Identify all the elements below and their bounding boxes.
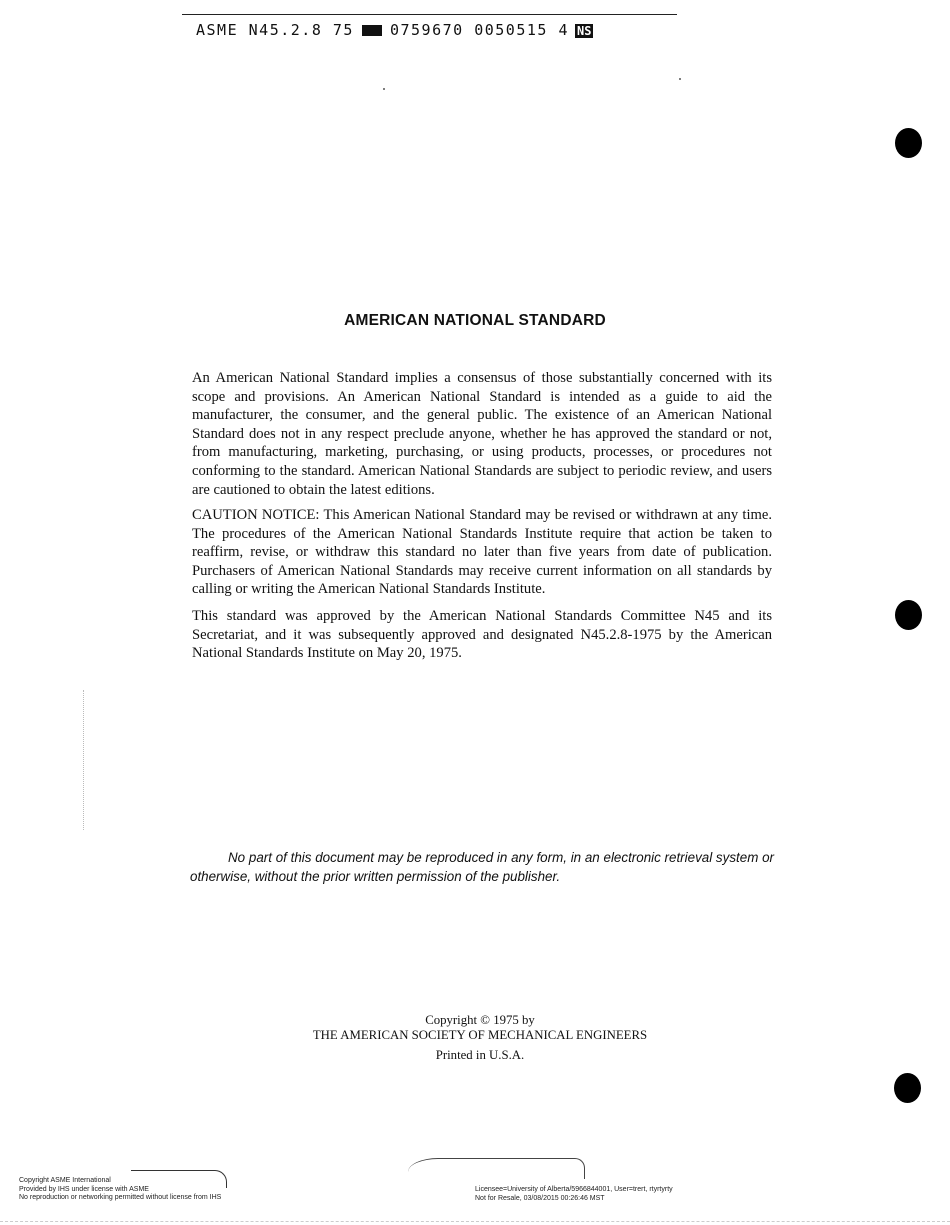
punch-hole-bottom bbox=[894, 1073, 921, 1103]
barcode-mark-icon bbox=[362, 25, 382, 36]
copyright-line: Copyright © 1975 by bbox=[425, 1013, 535, 1027]
scan-speck bbox=[383, 88, 385, 90]
footer-left-line: Provided by IHS under license with ASME bbox=[19, 1185, 149, 1193]
scan-bottom-edge bbox=[0, 1221, 950, 1223]
ns-logo-icon: NS bbox=[577, 24, 592, 38]
printed-in: Printed in U.S.A. bbox=[435, 1048, 525, 1062]
footer-left-line: No reproduction or networking permitted without license from IHS bbox=[19, 1194, 222, 1201]
paragraph-caution-notice: CAUTION NOTICE: This American National Standard may be revised or withdrawn at any time. The procedures of the American National Standards Institute require that action be taken to reaffirm, revise, or withdraw this standard no later than five years from date of publication. Purchasers of American National Standards may receive current information on all standards by calling or writing the American National Standards Institute. bbox=[192, 507, 772, 598]
footer-license-left bbox=[19, 1177, 221, 1203]
document-code-header bbox=[196, 21, 593, 39]
footer-bracket bbox=[131, 1170, 227, 1188]
footer-right-line: Not for Resale, 03/08/2015 00:26:46 MST bbox=[475, 1194, 605, 1202]
margin-scan-dots bbox=[83, 690, 85, 830]
paragraph-approval: This standard was approved by the American National Standards Committee N45 and its Secretariat, and it was subsequently approved and designated N45.2.8-1975 by the American National Standards Institute on May 20, 1975. bbox=[192, 608, 772, 662]
publisher-name: THE AMERICAN SOCIETY OF MECHANICAL ENGINEERS bbox=[312, 1028, 648, 1042]
header-rule bbox=[182, 14, 677, 15]
signature-stroke bbox=[408, 1158, 585, 1179]
copyright-block bbox=[240, 1013, 720, 1063]
page-title: AMERICAN NATIONAL STANDARD bbox=[344, 312, 606, 329]
document-code-right: 0759670 0050515 4 bbox=[389, 21, 569, 39]
footer-license-right bbox=[475, 1186, 673, 1203]
punch-hole-top bbox=[895, 128, 922, 158]
footer-left-line: Copyright ASME International bbox=[19, 1177, 111, 1184]
reproduction-notice: No part of this document may be reproduced in any form, in an electronic retrieval system or otherwise, without the prior written permission of the publisher. bbox=[190, 850, 774, 884]
document-code-left: ASME N45.2.8 75 bbox=[196, 21, 354, 39]
punch-hole-middle bbox=[895, 600, 922, 630]
footer-right-line: Licensee=University of Alberta/5966844001, User=trert, rtyrtyrty bbox=[475, 1186, 673, 1193]
scan-speck bbox=[679, 78, 681, 80]
paragraph-standard-definition: An American National Standard implies a consensus of those substantially concerned with its scope and provisions. An American National Standard is intended as a guide to aid the manufacturer, the consumer, and the general public. The existence of an American National Standard does not in any respect preclude anyone, whether he has approved the standard or not, from manufacturing, marketing, purchasing, or using products, processes, or procedures not conforming to the standard. American National Standards are subject to periodic review, and users are cautioned to obtain the latest editions. bbox=[192, 370, 772, 498]
